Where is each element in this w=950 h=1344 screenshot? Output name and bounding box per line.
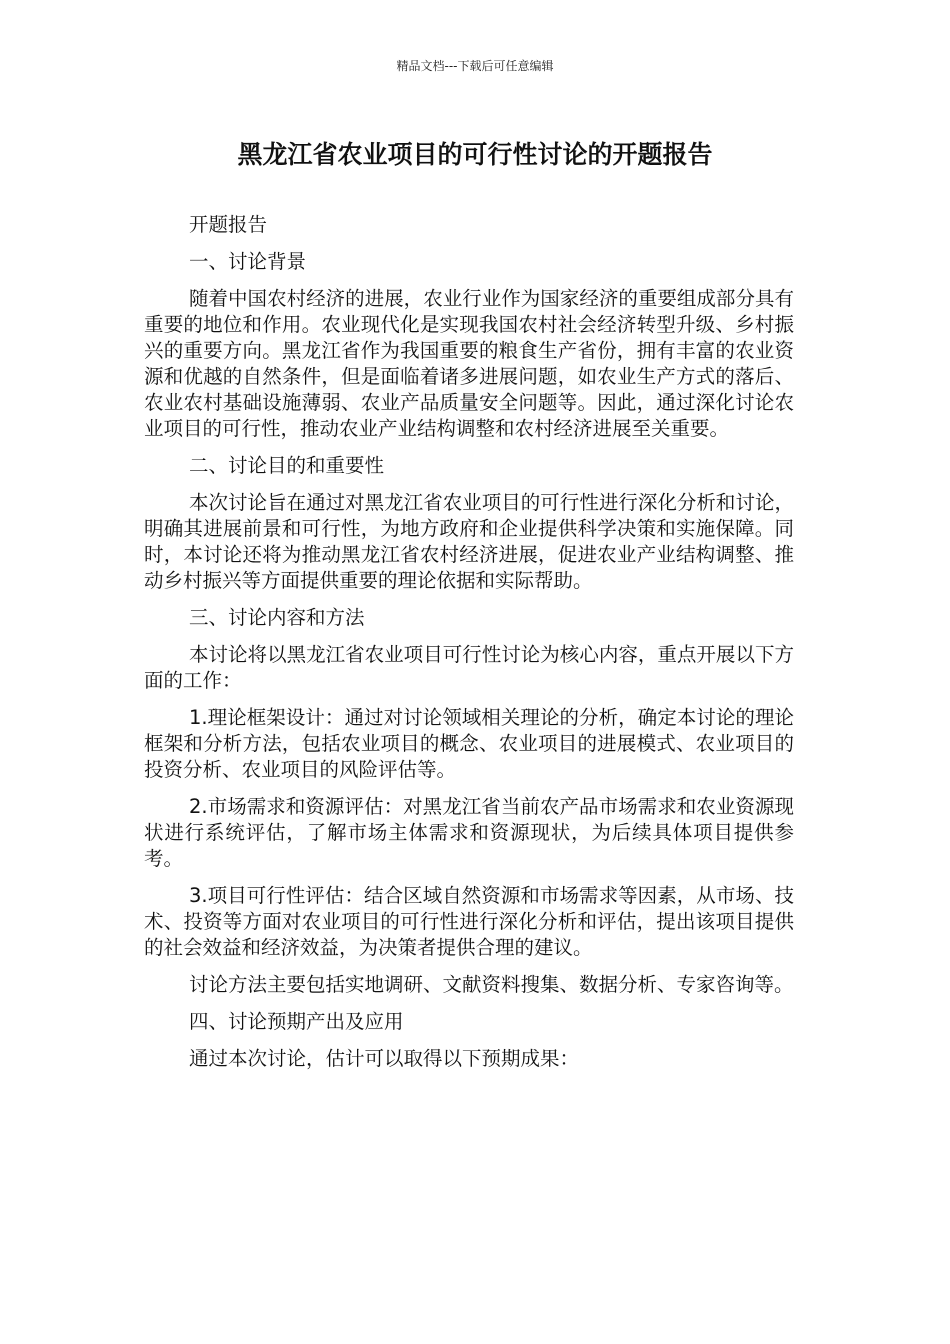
list-paragraph: 2.市场需求和资源评估：对黑龙江省当前农产品市场需求和农业资源现状进行系统评估，了解市场主体需求和资源现状，为后续具体项目提供参考。 xyxy=(144,795,794,870)
body-paragraph: 本次讨论旨在通过对黑龙江省农业项目的可行性进行深化分析和讨论，明确其进展前景和可行性，为地方政府和企业提供科学决策和实施保障。同时，本讨论还将为推动黑龙江省农村经济进展，促进农业产业结构调整、推动乡村振兴等方面提供重要的理论依据和实际帮助。 xyxy=(144,491,794,592)
section-heading: 四、讨论预期产出及应用 xyxy=(189,1010,404,1033)
section-heading: 开题报告 xyxy=(189,213,268,236)
body-paragraph: 随着中国农村经济的进展，农业行业作为国家经济的重要组成部分具有重要的地位和作用。农业现代化是实现我国农村社会经济转型升级、乡村振兴的重要方向。黑龙江省作为我国重要的粮食生产省份，拥有丰富的农业资源和优越的自然条件，但是面临着诸多进展问题，如农业生产方式的落后、农业农村基础设施薄弱、农业产品质量安全问题等。因此，通过深化讨论农业项目的可行性，推动农业产业结构调整和农村经济进展至关重要。 xyxy=(144,287,794,440)
section-heading: 三、讨论内容和方法 xyxy=(189,606,365,629)
body-paragraph: 本讨论将以黑龙江省农业项目可行性讨论为核心内容，重点开展以下方面的工作： xyxy=(144,643,794,692)
body-paragraph: 讨论方法主要包括实地调研、文献资料搜集、数据分析、专家咨询等。 xyxy=(189,973,794,996)
document-body xyxy=(144,212,794,1083)
body-paragraph: 通过本次讨论，估计可以取得以下预期成果： xyxy=(189,1047,580,1070)
section-heading: 一、讨论背景 xyxy=(189,250,307,273)
list-paragraph: 3.项目可行性评估：结合区域自然资源和市场需求等因素，从市场、技术、投资等方面对农业项目的可行性进行深化分析和评估，提出该项目提供的社会效益和经济效益，为决策者提供合理的建议。 xyxy=(144,884,794,959)
document-title: 黑龙江省农业项目的可行性讨论的开题报告 xyxy=(237,140,713,169)
section-heading: 二、讨论目的和重要性 xyxy=(189,454,385,477)
list-paragraph: 1.理论框架设计：通过对讨论领域相关理论的分析，确定本讨论的理论框架和分析方法，包括农业项目的概念、农业项目的进展模式、农业项目的投资分析、农业项目的风险评估等。 xyxy=(144,706,794,781)
header-note: 精品文档---下载后可任意编辑 xyxy=(396,59,554,73)
